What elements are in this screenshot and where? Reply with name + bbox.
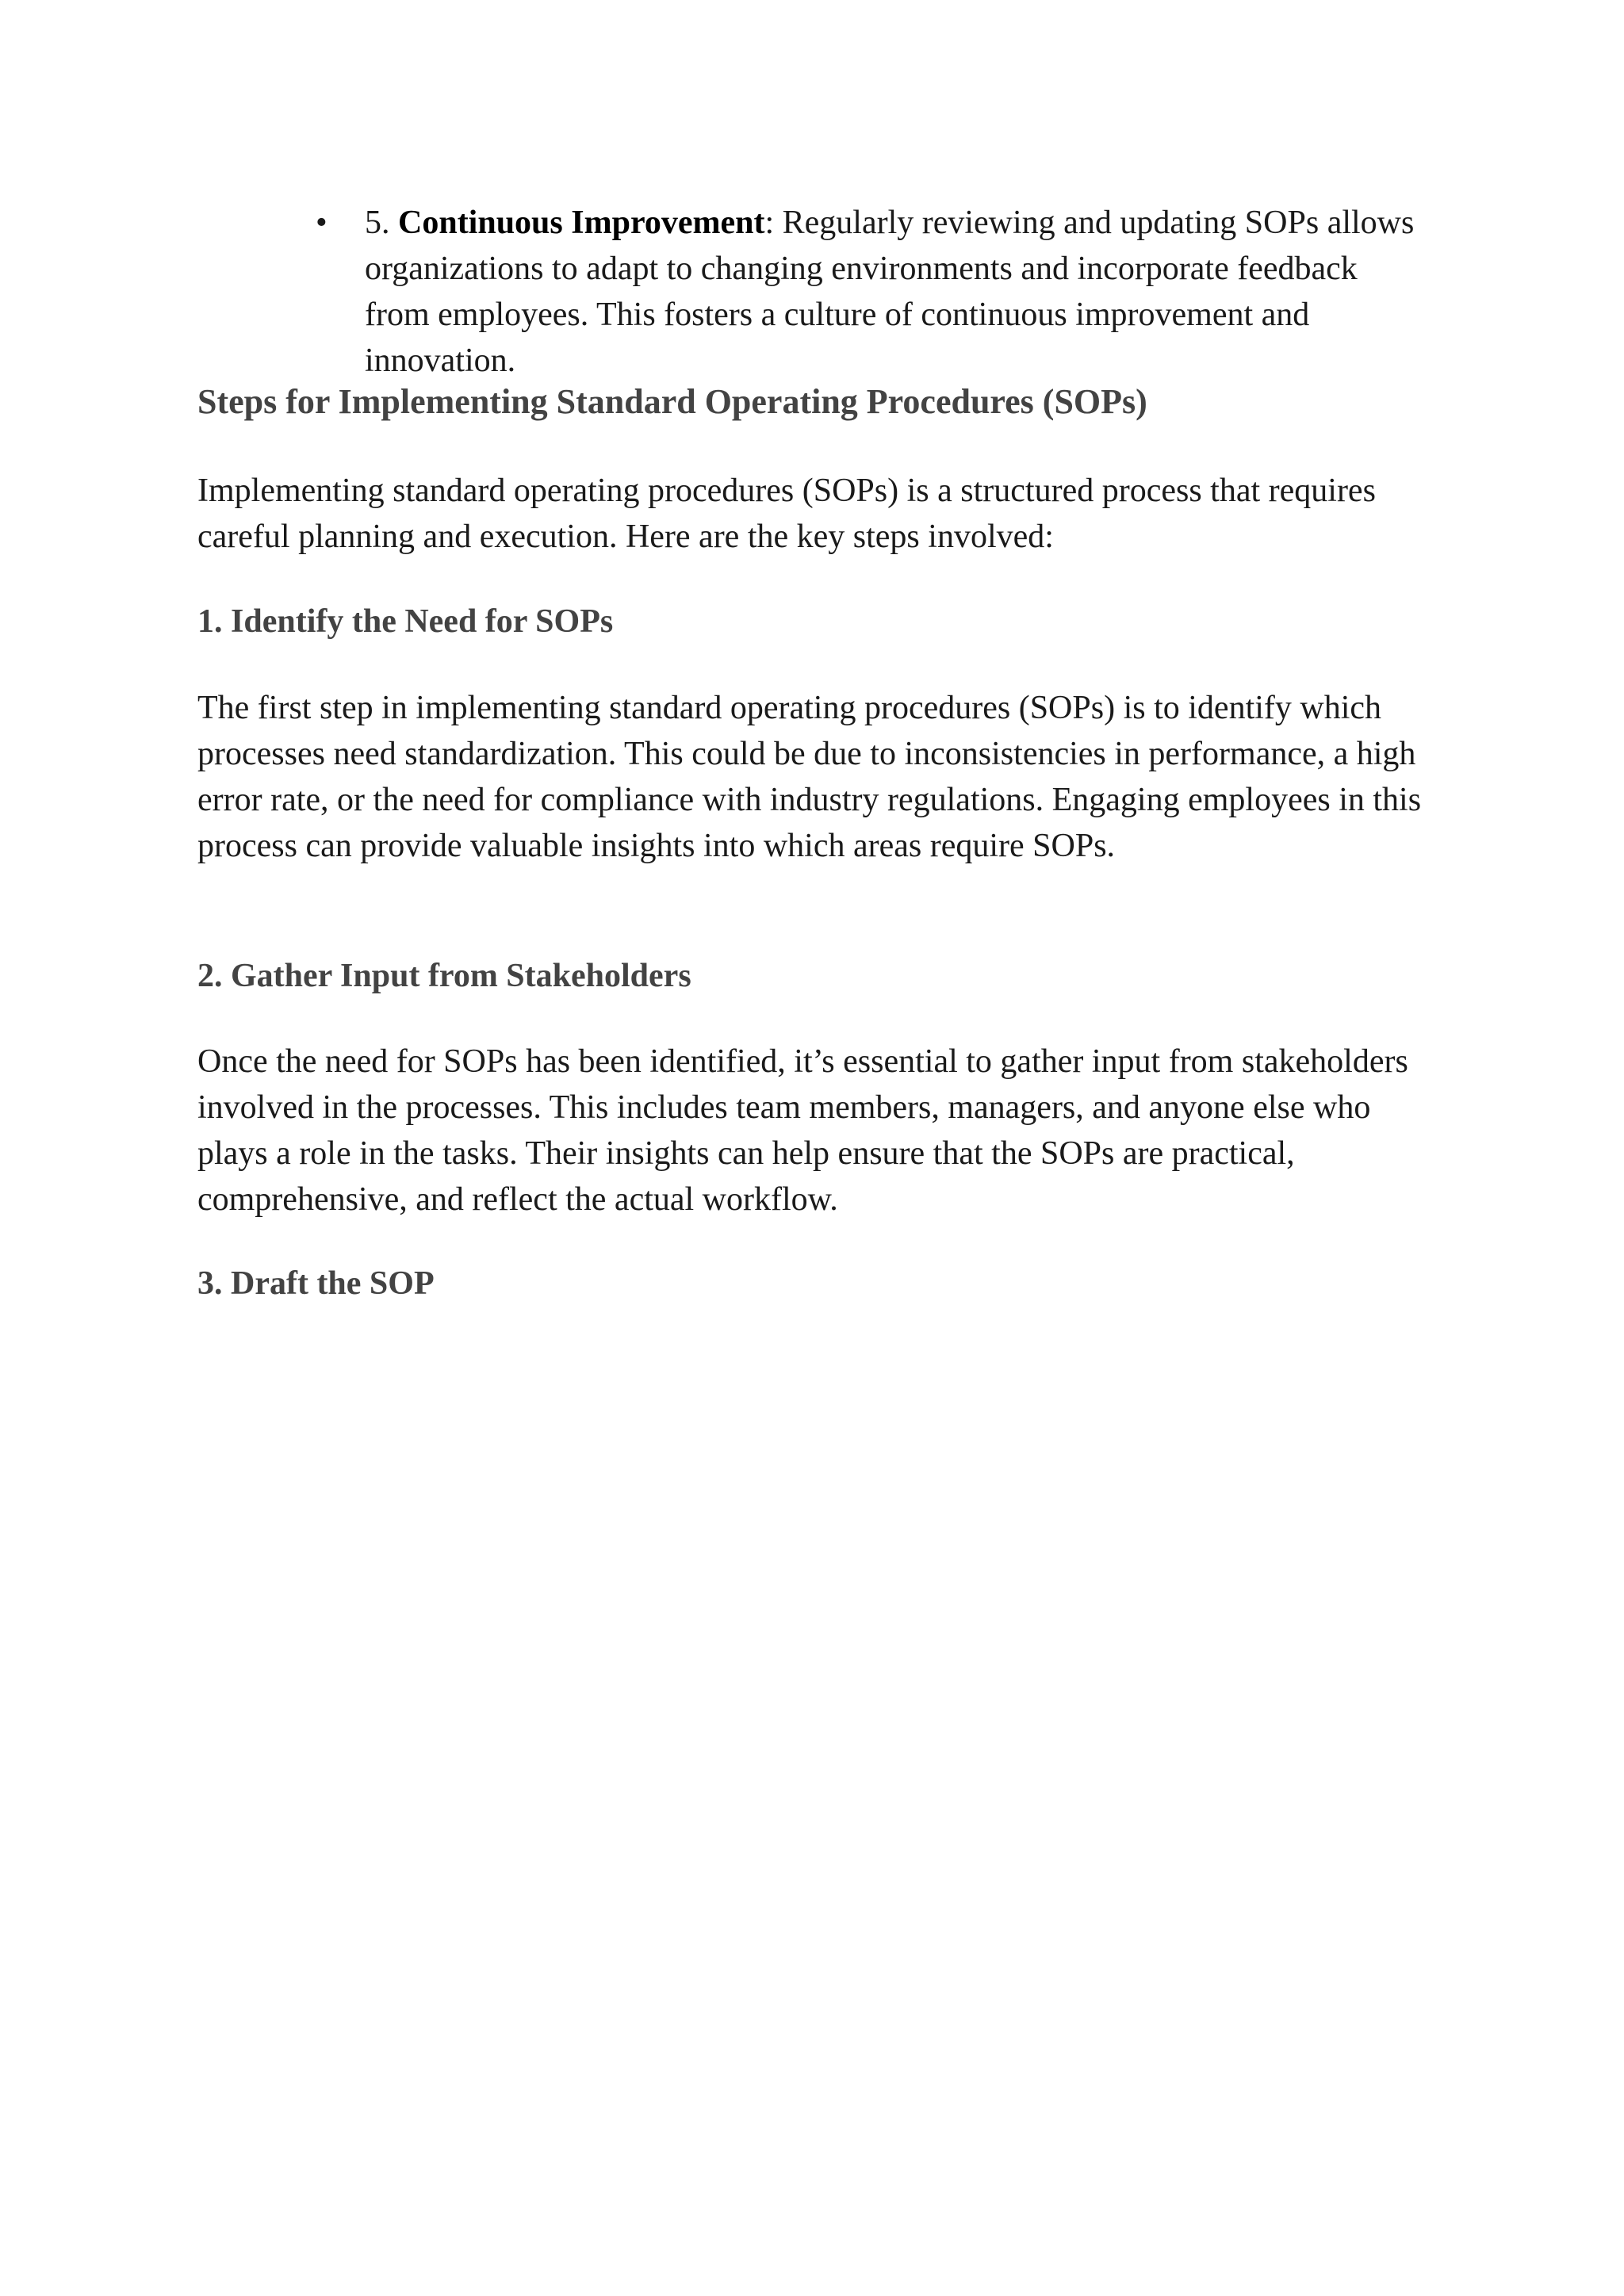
step-1-heading: 1. Identify the Need for SOPs bbox=[197, 603, 614, 640]
section-heading: Steps for Implementing Standard Operating Procedures (SOPs) bbox=[197, 382, 1147, 421]
bullet-title: Continuous Improvement bbox=[398, 205, 765, 241]
list-item-continuous-improvement bbox=[365, 200, 1427, 384]
step-3-heading: 3. Draft the SOP bbox=[197, 1265, 435, 1302]
bullet-marker: • bbox=[316, 205, 327, 241]
step-2-paragraph: Once the need for SOPs has been identified, it’s essential to gather input from stakeholders involved in the processes. This includes team members, managers, and anyone else who plays a role in the tasks. Their insights can help ensure that the SOPs are practical, comprehensive, and reflect the actual workflow. bbox=[197, 1043, 1408, 1218]
step-1-paragraph: The first step in implementing standard operating procedures (SOPs) is to identify which processes need standardization. This could be due to inconsistencies in performance, a high error rate, or the need for compliance with industry regulations. Engaging employees in this process can provide valuable insights into which areas require SOPs. bbox=[197, 690, 1422, 864]
section-intro-paragraph: Implementing standard operating procedures (SOPs) is a structured process that requires careful planning and execution. Here are the key steps involved: bbox=[197, 473, 1376, 555]
bullet-number: 5. bbox=[365, 205, 398, 241]
step-2-heading: 2. Gather Input from Stakeholders bbox=[197, 958, 691, 994]
bullet-text: : Regularly reviewing and updating SOPs allows organizations to adapt to changing environments and incorporate feedback from employees. This fosters a culture of continuous improvement and innovation. bbox=[365, 205, 1415, 379]
